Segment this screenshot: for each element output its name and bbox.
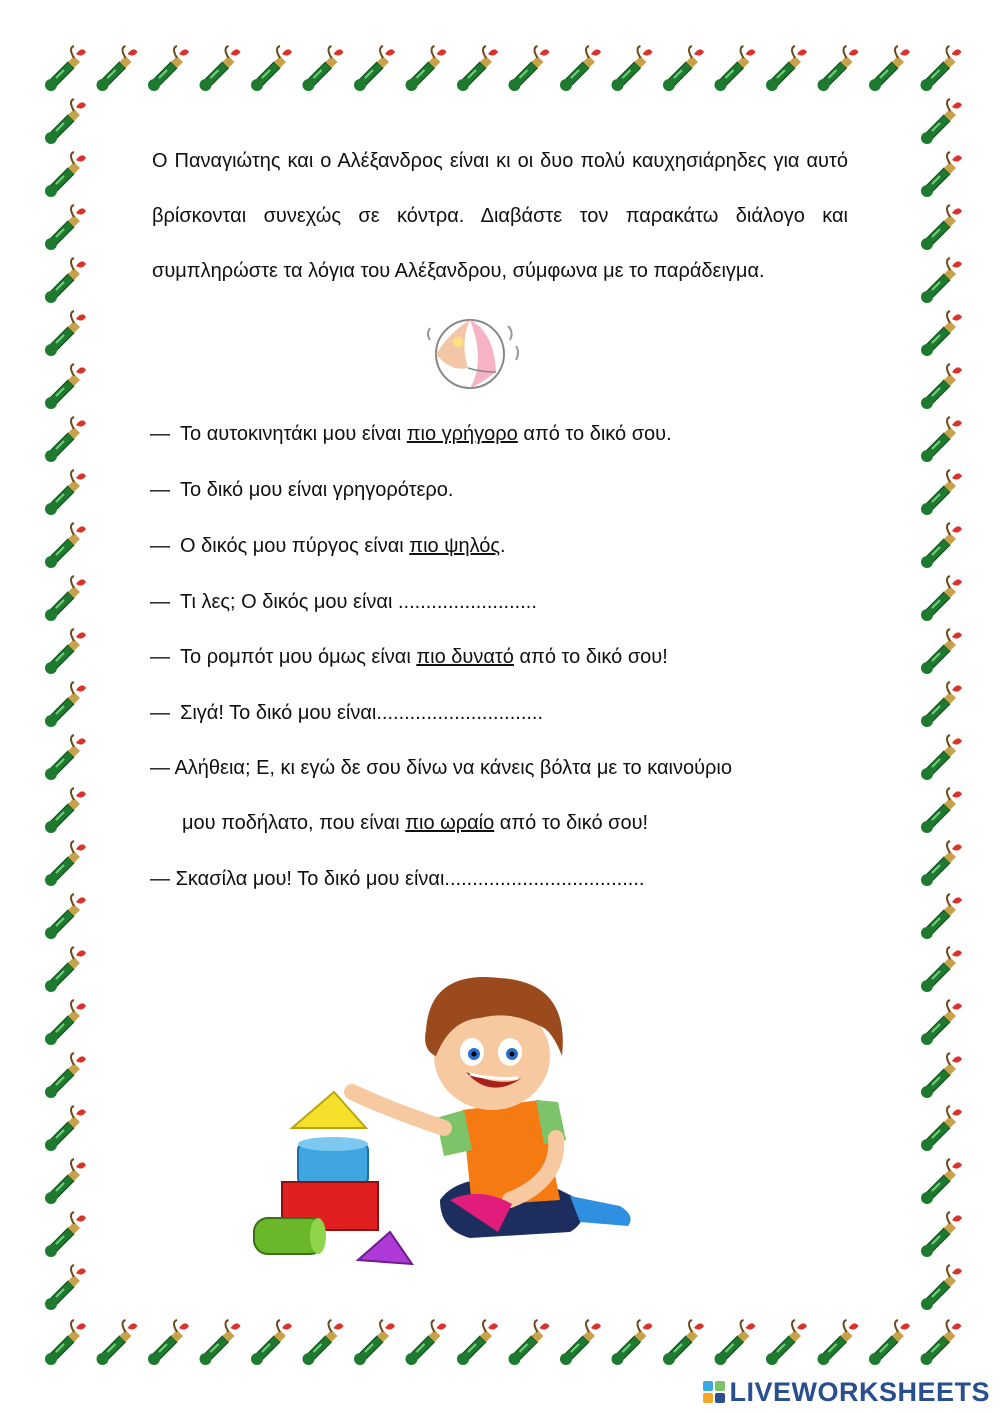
bottle-border-icon — [45, 682, 86, 727]
bottle-border-icon — [818, 46, 859, 91]
dash: — — [150, 868, 170, 890]
bottle-border-icon — [97, 46, 138, 91]
dash: — — [150, 423, 170, 445]
bottle-border-icon — [406, 1320, 447, 1365]
bottle-border-icon — [921, 682, 962, 727]
bottle-border-icon — [869, 46, 910, 91]
dialogue-line-6 — [150, 702, 543, 725]
line-text: Σκασίλα μου! Το δικό μου είναι — [175, 868, 445, 890]
line-text: Τι λες; Ο δικός μου είναι — [180, 591, 398, 613]
bottle-border-icon — [45, 735, 86, 780]
bottle-border-icon — [766, 1320, 807, 1365]
underlined-comparative: πιο ψηλός — [409, 535, 501, 557]
bottle-border-icon — [45, 152, 86, 197]
bottle-border-icon — [921, 788, 962, 833]
bottle-border-icon — [509, 1320, 550, 1365]
bottle-border-icon — [354, 1320, 395, 1365]
dash: — — [150, 646, 170, 668]
bottle-border-icon — [303, 46, 344, 91]
bottle-border-icon — [818, 1320, 859, 1365]
dialogue-line-9 — [150, 868, 644, 891]
line-text: Σιγά! Το δικό μου είναι — [180, 702, 377, 724]
dash: — — [150, 535, 170, 557]
bottle-border-icon — [921, 1159, 962, 1204]
bottle-border-icon — [663, 1320, 704, 1365]
bottle-border-icon — [303, 1320, 344, 1365]
dash: — — [150, 479, 170, 501]
dialogue-line-4 — [150, 591, 537, 614]
dialogue-line-5 — [150, 646, 668, 669]
bottle-border-icon — [921, 152, 962, 197]
bottle-border-icon — [200, 1320, 241, 1365]
bottle-border-icon — [612, 46, 653, 91]
bottle-border-icon — [45, 258, 86, 303]
bottle-border-icon — [45, 1000, 86, 1045]
bottle-border-icon — [97, 1320, 138, 1365]
dash: — — [150, 591, 170, 613]
bottle-border-icon — [45, 46, 86, 91]
bottle-border-icon — [921, 46, 962, 91]
bottle-border-icon — [509, 46, 550, 91]
bottle-border-icon — [921, 1053, 962, 1098]
line-text: από το δικό σου. — [517, 423, 672, 445]
line-text: Ο δικός μου πύργος είναι — [180, 535, 410, 557]
bottle-border-icon — [45, 841, 86, 886]
bottle-border-icon — [148, 1320, 189, 1365]
bottle-border-icon — [921, 364, 962, 409]
bottle-border-icon — [45, 417, 86, 462]
bottle-border-icon — [251, 46, 292, 91]
answer-blank-3[interactable]: .................................... — [444, 868, 645, 890]
liveworksheets-logo — [703, 1377, 990, 1407]
dialogue-line-2 — [150, 479, 454, 502]
bottle-border-icon — [921, 523, 962, 568]
bottle-border-icon — [715, 1320, 756, 1365]
line-text: μου ποδήλατο, που είναι — [182, 812, 406, 834]
bottle-border-icon — [354, 46, 395, 91]
bottle-border-icon — [45, 523, 86, 568]
underlined-comparative: πιο δυνατό — [416, 646, 514, 668]
instructions-text: Ο Παναγιώτης και ο Αλέξανδρος είναι κι οι δυο πολύ καυχησιάρηδες για αυτό βρίσκονται συνεχώς σε κόντρα. Διαβάστε τον παρακάτω διάλογο και συμπληρώστε τα λόγια του Αλέξανδρου, σύμφωνα με το παράδειγμα. — [152, 150, 848, 282]
bottle-border-icon — [921, 1320, 962, 1365]
bottle-border-icon — [612, 1320, 653, 1365]
dash: — — [150, 702, 170, 724]
bottle-border-icon — [921, 629, 962, 674]
line-text: . — [500, 535, 506, 557]
line-text: Το δικό μου είναι γρηγορότερο. — [180, 479, 454, 501]
bottle-border-icon — [921, 1000, 962, 1045]
bottle-border-icon — [663, 46, 704, 91]
bottle-border-icon — [921, 947, 962, 992]
bottle-border-icon — [45, 364, 86, 409]
line-text: από το δικό σου! — [494, 812, 649, 834]
bottle-border-icon — [921, 576, 962, 621]
bottle-border-icon — [921, 311, 962, 356]
bottle-border-icon — [45, 311, 86, 356]
bottle-border-icon — [45, 1265, 86, 1310]
bottle-border-icon — [45, 947, 86, 992]
bottle-border-icon — [560, 46, 601, 91]
bottle-border-icon — [921, 841, 962, 886]
bottle-border-icon — [251, 1320, 292, 1365]
bottle-border-icon — [457, 1320, 498, 1365]
bottle-border-icon — [560, 1320, 601, 1365]
underlined-comparative: πιο ωραίο — [405, 812, 495, 834]
dialogue-line-7 — [150, 757, 732, 780]
purple-prism-block — [358, 1232, 412, 1264]
bottle-border-icon — [921, 735, 962, 780]
liveworksheets-grid-icon — [703, 1381, 725, 1403]
bottle-border-icon — [45, 1159, 86, 1204]
bottle-border-icon — [921, 205, 962, 250]
bottle-border-icon — [921, 417, 962, 462]
bottle-border-icon — [921, 470, 962, 515]
bottle-border-icon — [148, 46, 189, 91]
bottle-border-icon — [869, 1320, 910, 1365]
bottle-border-icon — [921, 99, 962, 144]
line-text: από το δικό σου! — [513, 646, 668, 668]
bottle-border-icon — [921, 1265, 962, 1310]
dash: — — [150, 757, 170, 779]
answer-blank-2[interactable]: .............................. — [376, 702, 544, 724]
logo-text: LIVEWORKSHEETS — [729, 1376, 990, 1407]
bottle-border-icon — [921, 1106, 962, 1151]
bottle-border-icon — [921, 894, 962, 939]
bottle-border-icon — [715, 46, 756, 91]
bottle-border-icon — [45, 99, 86, 144]
bottle-border-icon — [45, 894, 86, 939]
bottle-border-icon — [200, 46, 241, 91]
beach-ball-icon — [420, 312, 530, 392]
answer-blank-1[interactable]: ......................... — [397, 591, 537, 613]
bottle-border-icon — [921, 258, 962, 303]
bottle-border-icon — [406, 46, 447, 91]
line-text: Το ρομπότ μου όμως είναι — [180, 646, 417, 668]
dialogue-line-8 — [182, 812, 648, 835]
bottle-border-icon — [45, 629, 86, 674]
bottle-border-icon — [45, 576, 86, 621]
boy-playing-blocks-illustration — [240, 960, 660, 1280]
dialogue-line-3 — [150, 535, 506, 558]
bottle-border-icon — [45, 1053, 86, 1098]
line-text: Αλήθεια; Ε, κι εγώ δε σου δίνω να κάνεις βόλτα με το καινούριο — [174, 757, 732, 779]
underlined-comparative: πιο γρήγορο — [406, 423, 518, 445]
bottle-border-icon — [45, 788, 86, 833]
bottle-border-icon — [45, 1212, 86, 1257]
bottle-border-icon — [457, 46, 498, 91]
bottle-border-icon — [766, 46, 807, 91]
dialogue-line-1 — [150, 423, 672, 446]
bottle-border-icon — [45, 1106, 86, 1151]
bottle-border-icon — [45, 205, 86, 250]
bottle-border-icon — [921, 1212, 962, 1257]
bottle-border-icon — [45, 1320, 86, 1365]
line-text: Το αυτοκινητάκι μου είναι — [180, 423, 407, 445]
bottle-border-icon — [45, 470, 86, 515]
